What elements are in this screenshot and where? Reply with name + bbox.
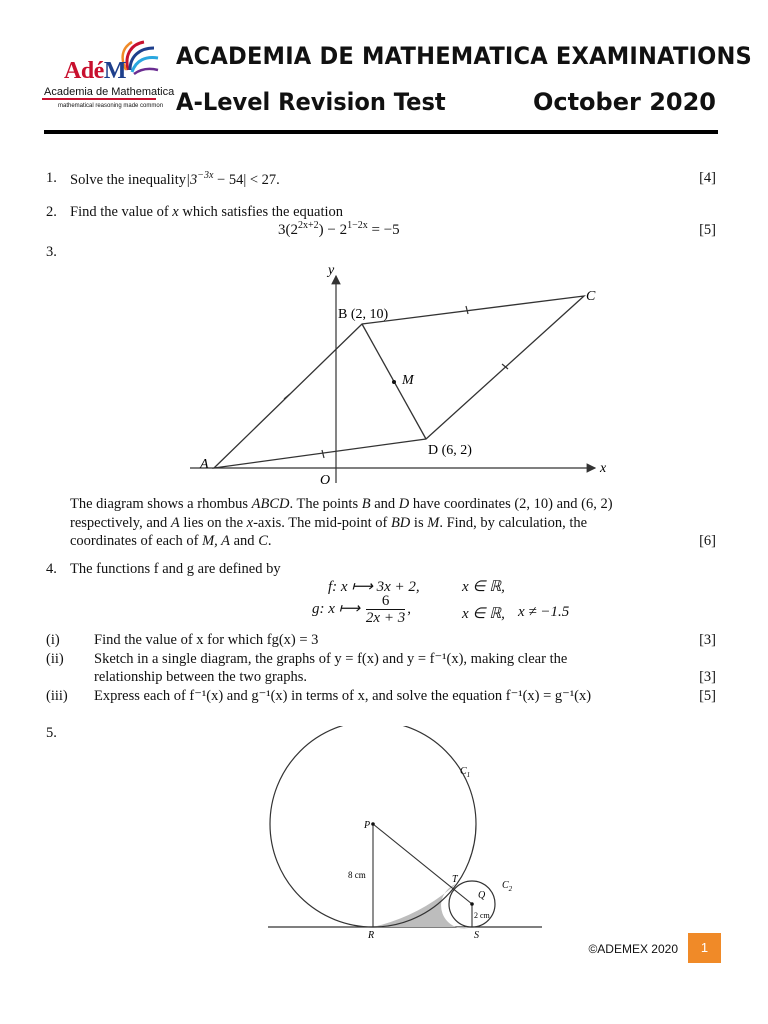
origin-label: O [320, 473, 331, 488]
q3-mark: [6] [699, 533, 716, 549]
q3-rhombus-diagram [190, 258, 620, 488]
q4-part-ii-text-2: relationship between the two graphs. [94, 669, 308, 685]
rhombus-abcd [214, 296, 584, 468]
q5-circles-diagram [260, 726, 550, 942]
q4-part-i-mark: [3] [699, 632, 716, 648]
q4-f-definition: f: x ⟼ 3x + 2, [328, 579, 420, 595]
q4-part-ii-text: Sketch in a single diagram, the graphs of y = f(x) and y = f⁻¹(x), making clear the [94, 651, 568, 667]
q4-part-i-label: (i) [46, 632, 60, 648]
point-r-label: R [368, 930, 375, 941]
q3-text-line-3: coordinates of each of M, A and C. [70, 533, 272, 549]
point-q-label: Q [478, 890, 486, 901]
point-p-label: P [364, 820, 371, 831]
q3-number: 3. [46, 244, 57, 260]
line-pq [373, 824, 472, 904]
q3-text-line-2: respectively, and A lies on the x-axis. The mid-point of BD is M. Find, by calculation, the [70, 515, 588, 531]
header-rule [44, 130, 718, 134]
q2-number: 2. [46, 204, 57, 220]
q4-f-domain: x ∈ ℝ, [462, 579, 505, 595]
c2-label: $C_2$ [502, 880, 513, 893]
q1-mark: [4] [699, 170, 716, 186]
q4-g-domain: x ∈ ℝ, [462, 606, 505, 622]
test-name: A-Level Revision Test [176, 88, 446, 116]
length-2cm-label: 2 cm [474, 911, 490, 920]
point-t-label: T [452, 874, 458, 885]
length-8cm-label: 8 cm [348, 870, 366, 880]
q3-text-line-1: The diagram shows a rhombus ABCD. The points B and D have coordinates (2, 10) and (6, 2) [70, 496, 613, 512]
q1-text: Solve the $inequality|3^{-3x} - 54| < 27$. [70, 170, 280, 188]
q4-g-exclusion: x ≠ −1.5 [518, 604, 570, 620]
point-s-label: S [474, 930, 479, 941]
point-m-label: M [402, 373, 414, 388]
q2-text: Find the value of x which satisfies the equation [70, 204, 344, 220]
test-date: October 2020 [532, 88, 716, 116]
q2-mark: [5] [699, 222, 716, 238]
logo [40, 40, 175, 116]
point-a-label: A [200, 457, 209, 472]
q4-number: 4. [46, 561, 57, 577]
logo-name: Academia de Mathematica [44, 86, 175, 98]
q4-part-iii-mark: [5] [699, 688, 716, 704]
point-b-label: B (2, 10) [338, 307, 389, 322]
q1-number: 1. [46, 170, 57, 186]
q4-part-ii-label: (ii) [46, 651, 64, 667]
page-number: 1 [688, 933, 721, 963]
logo-tagline: mathematical reasoning made common [58, 103, 164, 109]
point-c-label: C [586, 289, 596, 304]
q5-number: 5. [46, 725, 57, 741]
midpoint-m [392, 380, 396, 384]
q4-g-fraction: $\frac{6}{2x + 3}$ [365, 593, 406, 626]
x-axis-label: x [600, 461, 607, 476]
q4-g-definition: g: x ⟼ $\frac{6}{2x + 3}$ , [312, 593, 411, 626]
q4-part-iii-label: (iii) [46, 688, 68, 704]
y-axis-label: y [328, 263, 335, 278]
q2-equation: $3(2^{2x+2}) - 2^{1-2x} = -5$ [278, 220, 400, 238]
q4-part-iii-text: Express each of f⁻¹(x) and g⁻¹(x) in terms of x, and solve the equation f⁻¹(x) = g⁻¹(x) [94, 688, 592, 704]
q4-intro: The functions f and g are defined by [70, 561, 281, 577]
c1-label: $C_1$ [460, 766, 471, 779]
copyright: ©ADEMEX 2020 [588, 942, 678, 956]
q4-part-ii-mark: [3] [699, 669, 716, 685]
q4-part-i-text: Find the value of x for which fg(x) = 3 [94, 632, 319, 648]
logo-wordmark: AdéM [64, 58, 126, 84]
exam-title: ACADEMIA DE MATHEMATICA EXAMINATIONS [176, 42, 752, 70]
point-d-label: D (6, 2) [428, 443, 472, 458]
